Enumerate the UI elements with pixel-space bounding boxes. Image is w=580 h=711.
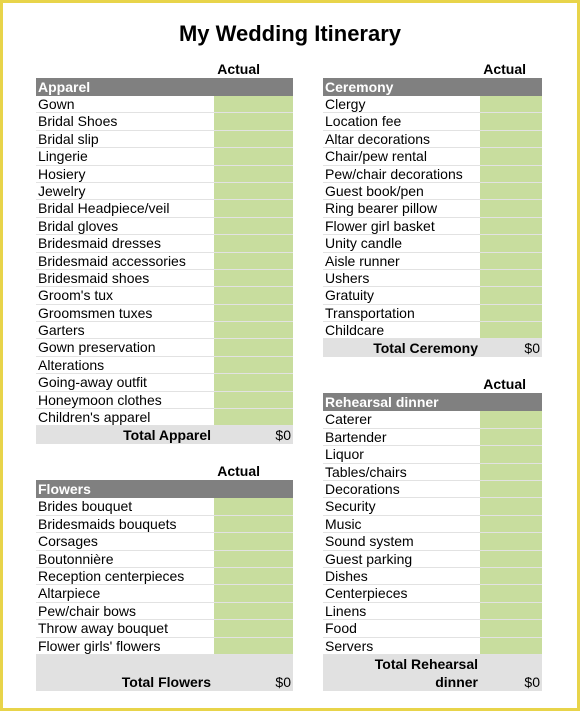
item-label: Reception centerpieces bbox=[38, 567, 185, 584]
table-row bbox=[36, 533, 293, 550]
rehearsal-total-label: Total Rehearsal dinner bbox=[374, 655, 478, 690]
actual-cell[interactable] bbox=[480, 533, 542, 549]
table-row bbox=[323, 533, 542, 550]
actual-cell[interactable] bbox=[214, 305, 293, 321]
item-label: Location fee bbox=[325, 113, 402, 130]
actual-cell[interactable] bbox=[214, 339, 293, 355]
table-row bbox=[36, 218, 293, 235]
item-label: Children's apparel bbox=[38, 409, 151, 426]
table-row bbox=[323, 464, 542, 481]
table-row bbox=[323, 235, 542, 252]
item-label: Honeymoon clothes bbox=[38, 391, 162, 408]
table-row bbox=[323, 287, 542, 304]
flowers-total-row bbox=[36, 655, 293, 691]
rehearsal-list bbox=[323, 411, 542, 654]
table-row bbox=[36, 638, 293, 655]
table-row bbox=[323, 411, 542, 428]
item-label: Altarpiece bbox=[38, 585, 101, 602]
actual-cell[interactable] bbox=[480, 218, 542, 234]
item-label: Groomsmen tuxes bbox=[38, 304, 153, 321]
table-row bbox=[36, 374, 293, 391]
table-row bbox=[36, 200, 293, 217]
table-row bbox=[36, 322, 293, 339]
item-label: Guest parking bbox=[325, 550, 413, 567]
actual-cell[interactable] bbox=[214, 516, 293, 532]
item-label: Centerpieces bbox=[325, 585, 408, 602]
item-label: Bartender bbox=[325, 428, 387, 445]
actual-cell[interactable] bbox=[214, 270, 293, 286]
table-row bbox=[36, 148, 293, 165]
item-label: Alterations bbox=[38, 356, 105, 373]
actual-cell[interactable] bbox=[480, 411, 542, 427]
table-row bbox=[323, 620, 542, 637]
flowers-list bbox=[36, 498, 293, 655]
actual-cell[interactable] bbox=[480, 429, 542, 445]
table-row bbox=[36, 620, 293, 637]
item-label: Gown preservation bbox=[38, 339, 156, 356]
item-label: Corsages bbox=[38, 533, 98, 550]
item-label: Caterer bbox=[325, 411, 372, 428]
page-title: My Wedding Itinerary bbox=[178, 21, 402, 46]
item-label: Food bbox=[325, 620, 357, 637]
ceremony-total-row bbox=[323, 339, 542, 357]
ceremony-total-label: Total Ceremony bbox=[373, 340, 478, 357]
table-row bbox=[36, 305, 293, 322]
item-label: Decorations bbox=[325, 481, 400, 498]
item-label: Pew/chair bows bbox=[38, 602, 137, 619]
table-row bbox=[323, 305, 542, 322]
actual-cell[interactable] bbox=[214, 409, 293, 425]
table-row bbox=[36, 516, 293, 533]
item-label: Music bbox=[325, 515, 362, 532]
item-label: Guest book/pen bbox=[325, 182, 424, 199]
item-label: Linens bbox=[325, 602, 367, 619]
actual-cell[interactable] bbox=[480, 131, 542, 147]
table-row bbox=[36, 166, 293, 183]
table-row bbox=[323, 638, 542, 655]
item-label: Bridal Shoes bbox=[38, 113, 118, 130]
actual-cell[interactable] bbox=[214, 218, 293, 234]
flowers-total-value: $0 bbox=[275, 673, 291, 690]
table-row bbox=[323, 183, 542, 200]
actual-cell[interactable] bbox=[214, 603, 293, 619]
actual-cell[interactable] bbox=[214, 200, 293, 216]
apparel-total-label: Total Apparel bbox=[123, 427, 211, 444]
item-label: Gown bbox=[38, 96, 75, 112]
table-row bbox=[36, 183, 293, 200]
item-label: Unity candle bbox=[325, 235, 403, 252]
actual-cell[interactable] bbox=[480, 183, 542, 199]
table-row bbox=[323, 148, 542, 165]
actual-cell[interactable] bbox=[214, 638, 293, 654]
actual-cell[interactable] bbox=[214, 183, 293, 199]
ceremony-header: Ceremony bbox=[323, 78, 542, 96]
item-label: Transportation bbox=[325, 304, 415, 321]
table-row bbox=[36, 409, 293, 426]
item-label: Sound system bbox=[325, 533, 414, 550]
item-label: Throw away bouquet bbox=[38, 620, 168, 637]
table-row bbox=[323, 218, 542, 235]
item-label: Bridal slip bbox=[38, 130, 99, 147]
item-label: Aisle runner bbox=[325, 252, 400, 269]
item-label: Dishes bbox=[325, 567, 368, 584]
table-row bbox=[36, 392, 293, 409]
item-label: Jewelry bbox=[38, 182, 86, 199]
actual-cell[interactable] bbox=[214, 148, 293, 164]
actual-cell[interactable] bbox=[214, 568, 293, 584]
apparel-list bbox=[36, 96, 293, 426]
flowers-header: Flowers bbox=[36, 480, 293, 498]
table-row bbox=[323, 113, 542, 130]
table-row bbox=[36, 603, 293, 620]
actual-cell[interactable] bbox=[480, 235, 542, 251]
item-label: Chair/pew rental bbox=[325, 148, 427, 165]
actual-cell[interactable] bbox=[480, 305, 542, 321]
apparel-total-value: $0 bbox=[275, 427, 291, 444]
table-row bbox=[323, 446, 542, 463]
actual-cell[interactable] bbox=[480, 498, 542, 514]
table-row bbox=[36, 96, 293, 113]
item-label: Bridesmaids bouquets bbox=[38, 515, 177, 532]
actual-cell[interactable] bbox=[480, 270, 542, 286]
actual-cell[interactable] bbox=[214, 551, 293, 567]
apparel-actual-heading: Actual bbox=[217, 61, 260, 77]
flowers-actual-heading: Actual bbox=[217, 463, 260, 480]
actual-cell[interactable] bbox=[214, 374, 293, 390]
table-row bbox=[36, 357, 293, 374]
item-label: Flower girls' flowers bbox=[38, 637, 161, 654]
actual-cell[interactable] bbox=[480, 464, 542, 480]
item-label: Liquor bbox=[325, 446, 364, 463]
rehearsal-total-row bbox=[323, 655, 542, 691]
rehearsal-total-value: $0 bbox=[524, 673, 540, 690]
item-label: Lingerie bbox=[38, 148, 88, 165]
table-row bbox=[36, 131, 293, 148]
ceremony-actual-heading: Actual bbox=[483, 61, 526, 77]
actual-cell[interactable] bbox=[480, 166, 542, 182]
right-column bbox=[323, 60, 542, 691]
table-row bbox=[323, 603, 542, 620]
actual-cell[interactable] bbox=[480, 96, 542, 112]
item-label: Tables/chairs bbox=[325, 463, 407, 480]
actual-cell[interactable] bbox=[480, 148, 542, 164]
table-row bbox=[36, 113, 293, 130]
item-label: Hosiery bbox=[38, 165, 86, 182]
item-label: Boutonnière bbox=[38, 550, 114, 567]
item-label: Pew/chair decorations bbox=[325, 165, 463, 182]
left-column bbox=[36, 60, 293, 691]
actual-cell[interactable] bbox=[480, 516, 542, 532]
item-label: Childcare bbox=[325, 322, 385, 339]
actual-cell[interactable] bbox=[214, 287, 293, 303]
actual-cell[interactable] bbox=[214, 322, 293, 338]
actual-cell[interactable] bbox=[214, 113, 293, 129]
actual-cell[interactable] bbox=[214, 235, 293, 251]
table-row bbox=[36, 235, 293, 252]
table-row bbox=[36, 585, 293, 602]
table-row bbox=[323, 429, 542, 446]
rehearsal-header: Rehearsal dinner bbox=[323, 393, 542, 411]
item-label: Security bbox=[325, 498, 376, 515]
table-row bbox=[36, 568, 293, 585]
table-row bbox=[323, 270, 542, 287]
actual-cell[interactable] bbox=[214, 253, 293, 269]
actual-cell[interactable] bbox=[480, 568, 542, 584]
actual-cell[interactable] bbox=[480, 200, 542, 216]
table-row bbox=[323, 516, 542, 533]
apparel-total-row bbox=[36, 426, 293, 444]
table-row bbox=[36, 551, 293, 568]
actual-cell[interactable] bbox=[214, 96, 293, 112]
rehearsal-actual-heading: Actual bbox=[483, 376, 526, 393]
table-row bbox=[323, 166, 542, 183]
item-label: Garters bbox=[38, 322, 85, 339]
actual-cell[interactable] bbox=[480, 603, 542, 619]
item-label: Bridal gloves bbox=[38, 217, 119, 234]
table-row bbox=[323, 96, 542, 113]
actual-cell[interactable] bbox=[480, 481, 542, 497]
table-row bbox=[323, 568, 542, 585]
item-label: Ushers bbox=[325, 269, 370, 286]
item-label: Bridesmaid accessories bbox=[38, 252, 186, 269]
item-label: Gratuity bbox=[325, 287, 375, 304]
ceremony-list bbox=[323, 96, 542, 339]
table-row bbox=[323, 200, 542, 217]
item-label: Ring bearer pillow bbox=[325, 200, 438, 217]
item-label: Flower girl basket bbox=[325, 217, 435, 234]
table-row bbox=[36, 270, 293, 287]
table-row bbox=[36, 339, 293, 356]
item-label: Groom's tux bbox=[38, 287, 114, 304]
actual-cell[interactable] bbox=[214, 620, 293, 636]
item-label: Bridal Headpiece/veil bbox=[38, 200, 170, 217]
item-label: Altar decorations bbox=[325, 130, 431, 147]
actual-cell[interactable] bbox=[480, 446, 542, 462]
actual-cell[interactable] bbox=[480, 253, 542, 269]
actual-cell[interactable] bbox=[214, 498, 293, 514]
actual-cell[interactable] bbox=[214, 392, 293, 408]
actual-cell[interactable] bbox=[480, 620, 542, 636]
table-row bbox=[323, 585, 542, 602]
item-label: Servers bbox=[325, 637, 374, 654]
table-row bbox=[323, 481, 542, 498]
item-label: Bridesmaid shoes bbox=[38, 269, 150, 286]
flowers-total-label: Total Flowers bbox=[121, 673, 211, 690]
table-row bbox=[323, 322, 542, 339]
table-row bbox=[323, 131, 542, 148]
table-row bbox=[36, 253, 293, 270]
actual-cell[interactable] bbox=[480, 287, 542, 303]
actual-cell[interactable] bbox=[480, 322, 542, 338]
table-row bbox=[36, 498, 293, 515]
actual-cell[interactable] bbox=[480, 638, 542, 654]
table-row bbox=[36, 287, 293, 304]
actual-cell[interactable] bbox=[214, 357, 293, 373]
actual-cell[interactable] bbox=[214, 166, 293, 182]
actual-cell[interactable] bbox=[480, 551, 542, 567]
table-row bbox=[323, 551, 542, 568]
item-label: Bridesmaid dresses bbox=[38, 235, 161, 252]
actual-cell[interactable] bbox=[214, 131, 293, 147]
table-row bbox=[323, 253, 542, 270]
apparel-header: Apparel bbox=[36, 78, 293, 96]
actual-cell[interactable] bbox=[214, 533, 293, 549]
table-row bbox=[323, 498, 542, 515]
item-label: Going-away outfit bbox=[38, 374, 147, 391]
item-label: Brides bouquet bbox=[38, 498, 133, 515]
item-label: Clergy bbox=[325, 96, 366, 112]
actual-cell[interactable] bbox=[480, 585, 542, 601]
ceremony-total-value: $0 bbox=[524, 340, 540, 357]
actual-cell[interactable] bbox=[214, 585, 293, 601]
actual-cell[interactable] bbox=[480, 113, 542, 129]
